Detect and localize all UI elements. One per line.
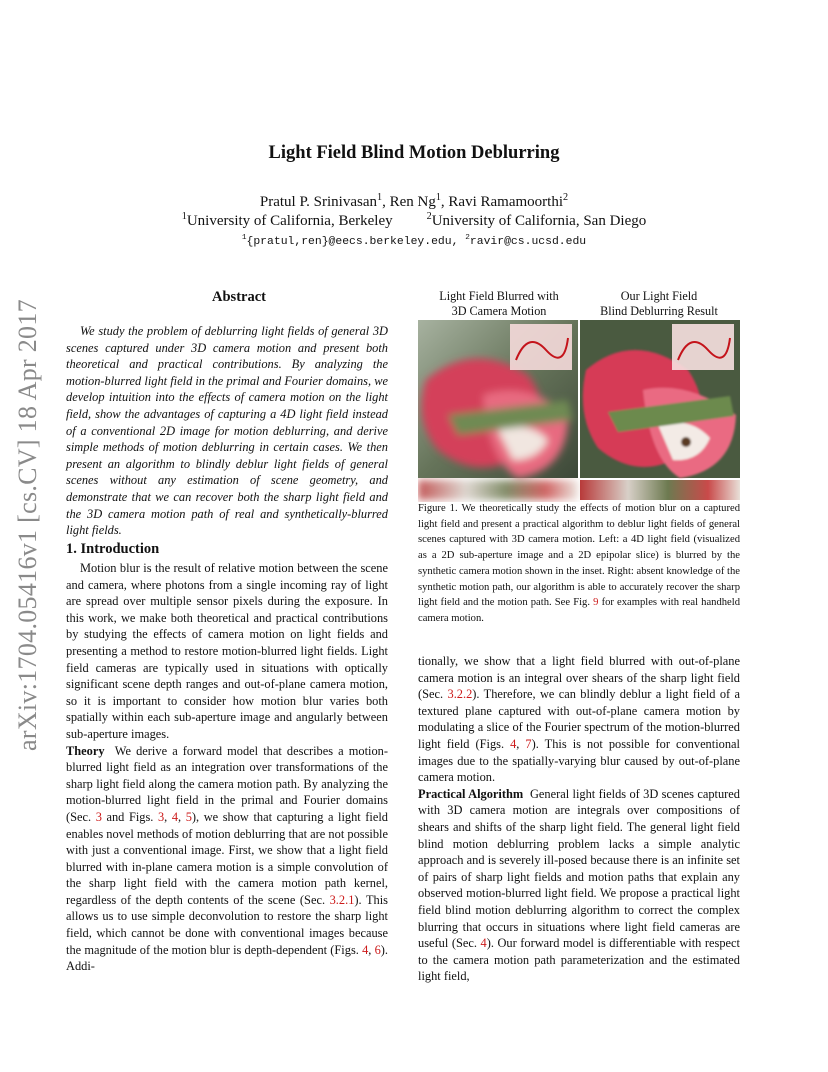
- arxiv-sidebar: [8, 285, 48, 765]
- paragraph-label: Practical Algorithm: [418, 786, 524, 801]
- figure-link[interactable]: 4: [362, 942, 369, 957]
- figure-image: [418, 320, 740, 509]
- email-sup: 2: [465, 234, 470, 243]
- text-run: ), we show that capturing a light field enables novel methods of motion deblurring that are not possible with just a conventional image. First, we show that a light field blurred with in-plane camera motion is a simple convolution of the sharp light field with the camera motion path kernel, regardless of the depth contents of the scene (Sec.: [66, 809, 389, 907]
- figure-labels: [418, 289, 740, 321]
- affiliation-sup: 2: [426, 211, 432, 222]
- email: ravir@cs.ucsd.edu: [469, 236, 587, 248]
- affiliation-sup: 1: [181, 211, 187, 222]
- text-run: and Figs.: [106, 809, 154, 824]
- label-line: Blind Deblurring Result: [600, 303, 718, 318]
- text-run: ). Our forward model is differentiable with respect to the camera motion path parameterization and the estimated light field,: [418, 936, 740, 984]
- author-sup: 1: [376, 192, 383, 203]
- paragraph-label: Theory: [66, 743, 105, 758]
- section-heading: 1. Introduction: [66, 541, 160, 557]
- author-name: Ren Ng: [389, 194, 436, 210]
- section-link[interactable]: 4: [480, 936, 487, 951]
- abstract-text: We study the problem of deblurring light fields of general 3D scenes captured under 3D camera motion and present both theoretical and practical contributions. By analyzing the motion-blurred light field in the primal and Fourier domains, we develop intuition into the effects of camera motion on the light field, show the advantages of capturing a 4D light field instead of a conventional 2D image for motion deblurring, and derive simple methods of motion deblurring in certain cases. We then present an algorithm to blindly deblur light fields of general scenes without any estimation of scene geometry, and demonstrate that we can recover both the sharp light field and the 3D camera motion path of real and synthetically-blurred light fields.: [66, 324, 388, 538]
- author-sup: 1: [435, 192, 441, 203]
- section-link[interactable]: 3.2.2: [447, 687, 473, 702]
- text-run: ). This is not possible for conventional images due to the spatially-varying blur caused by out-of-plane camera motion.: [418, 736, 740, 785]
- text-run: ). Addi-: [66, 942, 388, 974]
- theory-paragraph: Theory We derive a forward model that describes a motion-blurred light field as an integration over transformations of the sharp light field along the camera motion path. By analyzing the motion-blurred light field in the primal and Fourier domains (Sec. 3 and Figs. 3, 4, 5), we show that capturing a light field enables novel methods of motion deblurring that are not possible with just a conventional image. First, we show that a light field blurred with in-plane camera motion is a simple convolution of the sharp light field with the camera motion path kernel, regardless of the depth contents of the scene (Sec. 3.2.1). This allows us to use simple deconvolution to restore the sharp light field, which cannot be done with conventional images because the magnitude of the motion blur is depth-dependent (Figs. 4, 6). Addi-: [66, 743, 389, 974]
- figure-link[interactable]: 6: [374, 942, 381, 957]
- affiliations: [0, 213, 828, 230]
- abstract-heading: Abstract: [212, 289, 266, 305]
- body-paragraph: tionally, we show that a light field blurred with out-of-plane camera motion is an integral over shears of the sharp light field (Sec. 3.2.2). Therefore, we can blindly deblur a light field of a textured plane captured with out-of-plane camera motion by modulating a slice of the Fourier spectrum of the motion-blurred light field (Figs. 4, 7). This is not possible for conventional images due to the spatially-varying blur caused by out-of-plane camera motion.: [418, 654, 740, 785]
- blurred-image: [418, 320, 578, 478]
- figure-link[interactable]: 7: [525, 736, 532, 751]
- text-run: for examples with real handheld camera motion.: [418, 597, 740, 624]
- arxiv-id: arXiv:1704.05416v1 [cs.CV] 18 Apr 2017: [13, 299, 42, 751]
- text-run: General light fields of 3D scenes captured with 3D camera motion are integrals over compositions of shears and shifts of the sharp light field. The general light field blind motion deblurring problem lacks a simple analytic approach and is severely ill-posed because there is an infinite set of pairs of sharp light fields and motion paths that explain any observed motion-blurred light field. We propose a practical light field blind motion deblurring algorithm to correct the complex blurring that occurs in situations where light field cameras are useful (Sec.: [418, 786, 740, 951]
- email: {pratul,ren}@eecs.berkeley.edu,: [246, 236, 459, 248]
- text-run: We derive a forward model that describes a motion-blurred light field as an integration over transformations of the sharp light field along the camera motion path. By analyzing the motion-blurred light field in the primal and Fourier domains (Sec.: [66, 743, 389, 824]
- label-line: Light Field Blurred with: [439, 289, 559, 303]
- figure-link[interactable]: 3: [157, 809, 165, 824]
- author-name: Ravi Ramamoorthi: [448, 194, 563, 210]
- figure-caption: [418, 501, 740, 627]
- section-link[interactable]: 3: [95, 809, 102, 824]
- abstract-body: [66, 323, 388, 539]
- section-link[interactable]: 3.2.1: [329, 892, 355, 907]
- label-line: Our Light Field: [620, 289, 698, 303]
- right-column-body: [418, 653, 740, 985]
- text-run: Figure 1. We theoretically study the effects of motion blur on a captured light field and present a practical algorithm to deblur light fields of general scenes captured with 3D camera motion. Left: a 4D light field (visualized as a 2D sub-aperture image and a 2D epipolar slice) is blurred by the synthetic camera motion shown in the inset. Right: absent knowledge of the synthetic motion path, our algorithm is able to accurately recover the sharp light field and the motion path. See Fig.: [418, 503, 740, 609]
- affiliation: University of California, San Diego: [431, 213, 647, 229]
- text-run: tionally, we show that a light field blurred with out-of-plane camera motion is an integral over shears of the sharp light field (Sec.: [418, 654, 740, 702]
- email-sup: 1: [241, 234, 247, 243]
- figure-link[interactable]: 5: [185, 809, 192, 824]
- intro-paragraph: Motion blur is the result of relative motion between the scene and camera, where photons from a single incoming ray of light are spread over multiple sensor pixels during the exposure. In this work, we make both theoretical and practical contributions by studying the effects of camera motion on light fields and presenting a method to restore motion-blurred light fields. Light field cameras are typically used in situations with optically significant scene depth ranges and out-of-plane camera motion, so it is important to consider how motion blur varies both spatially within each sub-aperture image and angularly between sub-aperture images.: [66, 561, 388, 741]
- affiliation: University of California, Berkeley: [186, 213, 393, 229]
- label-line: 3D Camera Motion: [451, 303, 547, 318]
- figure-link[interactable]: 4: [171, 809, 179, 824]
- intro-body: [66, 560, 388, 975]
- author-sup: 2: [563, 192, 569, 203]
- emails: [0, 236, 828, 248]
- deblurred-image: [580, 320, 740, 478]
- paper-title: Light Field Blind Motion Deblurring: [268, 143, 560, 163]
- figure-link[interactable]: 9: [593, 597, 599, 609]
- author-list: Pratul P. Srinivasan$^1$, Ren Ng$^1$, Ravi Ramamoorthi$^2$: [259, 192, 569, 210]
- text-run: ). This allows us to use simple deconvolution to restore the sharp light field, which cannot be done with conventional images because the magnitude of the motion blur is depth-dependent (Figs.: [66, 892, 388, 957]
- algorithm-paragraph: [418, 786, 740, 985]
- figure-label-right: [578, 289, 740, 318]
- figure-1: [418, 289, 740, 624]
- author-name: Pratul P. Srinivasan: [259, 194, 377, 210]
- figure-label-left: [418, 289, 580, 318]
- text-run: ). Therefore, we can blindly deblur a light field of a textured plane captured with out-of-plane camera motion by modulating a slice of the Fourier spectrum of the motion-blurred light field (Figs.: [418, 687, 740, 751]
- figure-link[interactable]: 4: [510, 736, 517, 751]
